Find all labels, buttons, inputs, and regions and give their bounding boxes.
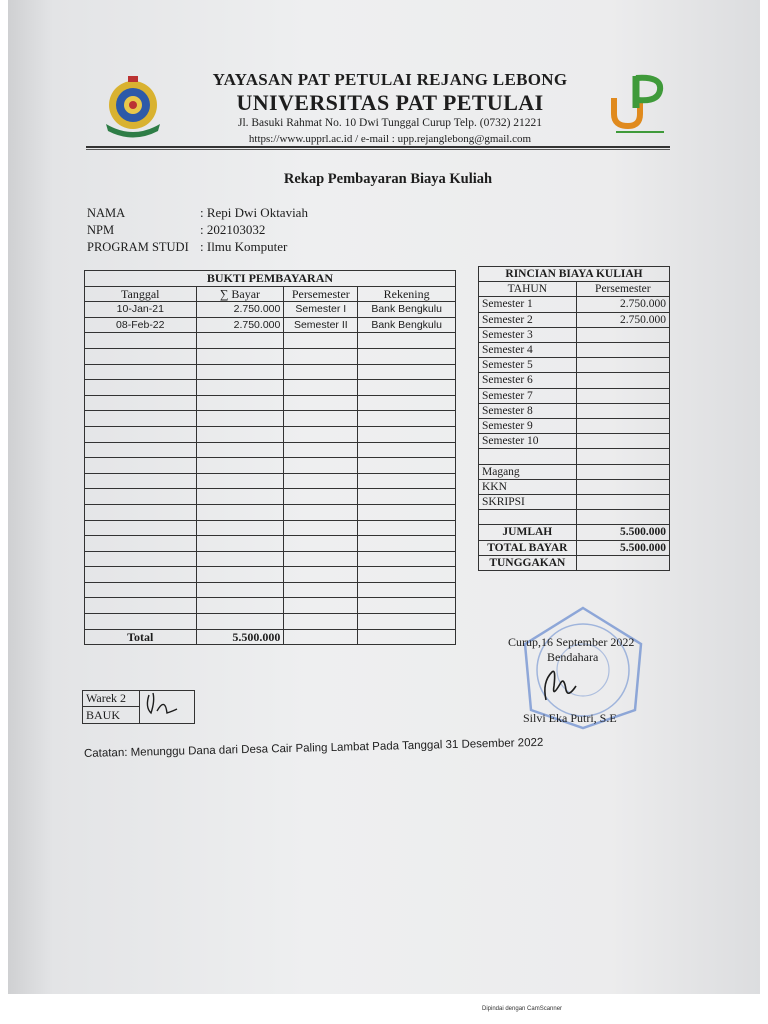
empty-cell [284, 411, 358, 427]
header-divider [86, 146, 670, 148]
empty-cell [85, 489, 197, 505]
table-row [85, 598, 456, 614]
empty-cell [358, 473, 456, 489]
empty-cell [358, 364, 456, 380]
fee-value [576, 479, 669, 494]
empty-cell [85, 426, 197, 442]
fee-row [479, 358, 670, 373]
fee-label: Semester 7 [479, 388, 577, 403]
fee-label: KKN [479, 479, 577, 494]
empty-cell [196, 520, 284, 536]
empty-cell [85, 380, 197, 396]
table-row [85, 504, 456, 520]
total-value: 5.500.000 [196, 629, 284, 645]
empty-cell [196, 348, 284, 364]
col-header-date: Tanggal [85, 286, 197, 302]
scanner-footer: Dipindai dengan CamScanner [482, 1006, 563, 1012]
payment-semester: Semester II [284, 317, 358, 333]
signature-name: Silvi Eka Putri, S.E [523, 711, 617, 725]
table-row [85, 380, 456, 396]
empty-cell [85, 614, 197, 630]
empty-cell [85, 582, 197, 598]
npm-label: NPM [87, 223, 115, 237]
fee-value [576, 388, 669, 403]
fee-label: Semester 9 [479, 419, 577, 434]
fee-row [479, 327, 670, 342]
table-row [85, 489, 456, 505]
col-header-amount: ∑ Bayar [196, 286, 284, 302]
empty-cell [85, 567, 197, 583]
total-bayar-value: 5.500.000 [576, 540, 669, 555]
university-website-email: https://www.upprl.ac.id / e-mail : upp.rejanglebong@gmail.com [248, 133, 532, 145]
payment-date: 08-Feb-22 [85, 317, 197, 333]
empty-cell [85, 411, 197, 427]
total-label: Total [85, 629, 197, 645]
empty-cell [284, 348, 358, 364]
payment-account: Bank Bengkulu [358, 317, 456, 333]
header-divider-thin [86, 149, 670, 150]
table-row [85, 333, 456, 349]
empty-cell [196, 473, 284, 489]
fee-label: Semester 8 [479, 403, 577, 418]
fee-row [479, 464, 670, 479]
empty-cell [85, 458, 197, 474]
empty-cell [196, 364, 284, 380]
tunggakan-label: TUNGGAKAN [479, 555, 577, 570]
empty-cell [284, 458, 358, 474]
signature-place-date: Curup,16 September 2022 [508, 635, 635, 649]
payment-table-title: BUKTI PEMBAYARAN [85, 271, 456, 287]
empty-cell [358, 598, 456, 614]
table-row [85, 395, 456, 411]
empty-cell [284, 333, 358, 349]
fee-label: Semester 3 [479, 327, 577, 342]
table-row [85, 458, 456, 474]
empty-cell [284, 380, 358, 396]
table-row [85, 442, 456, 458]
empty-cell [358, 426, 456, 442]
fee-value [576, 510, 669, 525]
empty-cell [196, 504, 284, 520]
fee-details-table [478, 266, 670, 571]
fee-label: Semester 4 [479, 343, 577, 358]
col-header-per-semester: Persemester [576, 282, 669, 297]
fee-value [576, 327, 669, 342]
empty-cell [85, 348, 197, 364]
empty-cell [358, 489, 456, 505]
table-row [85, 411, 456, 427]
total-row [85, 629, 456, 645]
empty-cell [358, 520, 456, 536]
empty-cell [284, 551, 358, 567]
approval-initials [140, 691, 195, 724]
tunggakan-value [576, 555, 669, 570]
fee-value [576, 464, 669, 479]
empty-cell [196, 380, 284, 396]
empty-cell [196, 458, 284, 474]
col-header-year: TAHUN [479, 282, 577, 297]
empty-cell [196, 582, 284, 598]
empty-cell [85, 598, 197, 614]
name-value: : Repi Dwi Oktaviah [200, 205, 308, 220]
table-row [85, 551, 456, 567]
fee-value [576, 434, 669, 449]
empty-cell [284, 629, 358, 645]
empty-cell [85, 395, 197, 411]
fee-row [479, 419, 670, 434]
fee-row [479, 449, 670, 464]
fee-label: Semester 2 [479, 312, 577, 327]
empty-cell [284, 489, 358, 505]
table-row [85, 426, 456, 442]
fee-label [479, 510, 577, 525]
fee-label: SKRIPSI [479, 495, 577, 510]
fee-row [479, 479, 670, 494]
table-row [85, 582, 456, 598]
empty-cell [284, 614, 358, 630]
fee-label: Semester 5 [479, 358, 577, 373]
table-row [85, 473, 456, 489]
name-label: NAMA [87, 206, 126, 220]
empty-cell [85, 364, 197, 380]
table-row [85, 536, 456, 552]
empty-cell [358, 551, 456, 567]
empty-cell [358, 614, 456, 630]
empty-cell [85, 536, 197, 552]
empty-cell [196, 551, 284, 567]
table-row [85, 567, 456, 583]
fee-value [576, 373, 669, 388]
fee-row [479, 510, 670, 525]
fee-row [479, 297, 670, 312]
university-seal-logo [100, 74, 166, 140]
table-row [85, 317, 456, 333]
empty-cell [85, 442, 197, 458]
empty-cell [284, 582, 358, 598]
upp-logo [606, 68, 672, 140]
empty-cell [85, 551, 197, 567]
empty-cell [196, 536, 284, 552]
empty-cell [284, 504, 358, 520]
payment-amount: 2.750.000 [196, 317, 284, 333]
col-header-semester: Persemester [284, 286, 358, 302]
warek-label: Warek 2 [83, 691, 140, 707]
payment-amount: 2.750.000 [196, 302, 284, 318]
empty-cell [85, 473, 197, 489]
empty-cell [196, 395, 284, 411]
fee-row [479, 403, 670, 418]
fee-row [479, 312, 670, 327]
empty-cell [284, 426, 358, 442]
foundation-name: YAYASAN PAT PETULAI REJANG LEBONG [212, 70, 568, 89]
empty-cell [196, 489, 284, 505]
fee-row [479, 388, 670, 403]
document-title: Rekap Pembayaran Biaya Kuliah [283, 171, 493, 187]
university-name: UNIVERSITAS PAT PETULAI [236, 90, 544, 115]
empty-cell [284, 520, 358, 536]
note-text: Catatan: Menunggu Dana dari Desa Cair Paling Lambat Pada Tanggal 31 Desember 2022 [83, 736, 544, 760]
empty-cell [85, 333, 197, 349]
fee-label: Magang [479, 464, 577, 479]
jumlah-value: 5.500.000 [576, 525, 669, 540]
payment-date: 10-Jan-21 [85, 302, 197, 318]
payment-semester: Semester I [284, 302, 358, 318]
program-value: : Ilmu Komputer [200, 239, 288, 254]
empty-cell [85, 520, 197, 536]
empty-cell [358, 536, 456, 552]
fee-value [576, 495, 669, 510]
col-header-account: Rekening [358, 286, 456, 302]
fee-label: Semester 6 [479, 373, 577, 388]
npm-value: : 202103032 [200, 222, 266, 237]
empty-cell [358, 333, 456, 349]
empty-cell [284, 364, 358, 380]
empty-cell [358, 380, 456, 396]
empty-cell [85, 504, 197, 520]
fee-row [479, 373, 670, 388]
empty-cell [196, 442, 284, 458]
approval-box [82, 690, 195, 724]
treasurer-signature [538, 664, 582, 706]
fee-label [479, 449, 577, 464]
empty-cell [358, 504, 456, 520]
empty-cell [284, 395, 358, 411]
payment-proof-table [84, 270, 456, 645]
initials-signature [143, 691, 191, 719]
empty-cell [358, 458, 456, 474]
table-row [85, 302, 456, 318]
fee-row [479, 434, 670, 449]
empty-cell [284, 473, 358, 489]
table-row [85, 364, 456, 380]
empty-cell [196, 567, 284, 583]
fee-label: Semester 10 [479, 434, 577, 449]
university-address: Jl. Basuki Rahmat No. 10 Dwi Tunggal Curup Telp. (0732) 21221 [237, 117, 543, 129]
empty-cell [358, 348, 456, 364]
fee-label: Semester 1 [479, 297, 577, 312]
empty-cell [358, 582, 456, 598]
empty-cell [196, 333, 284, 349]
payment-account: Bank Bengkulu [358, 302, 456, 318]
program-label: PROGRAM STUDI [87, 240, 189, 254]
empty-cell [284, 567, 358, 583]
empty-cell [196, 614, 284, 630]
empty-cell [284, 442, 358, 458]
signature-role: Bendahara [547, 650, 599, 664]
empty-cell [358, 629, 456, 645]
table-row [85, 614, 456, 630]
empty-cell [358, 411, 456, 427]
empty-cell [358, 442, 456, 458]
empty-cell [196, 411, 284, 427]
fee-row [479, 343, 670, 358]
bauk-label: BAUK [83, 707, 140, 723]
total-bayar-label: TOTAL BAYAR [479, 540, 577, 555]
fee-value [576, 403, 669, 418]
jumlah-label: JUMLAH [479, 525, 577, 540]
empty-cell [284, 536, 358, 552]
empty-cell [284, 598, 358, 614]
fee-value: 2.750.000 [576, 312, 669, 327]
empty-cell [358, 395, 456, 411]
fee-value [576, 343, 669, 358]
empty-cell [358, 567, 456, 583]
empty-cell [196, 426, 284, 442]
empty-cell [196, 598, 284, 614]
table-row [85, 348, 456, 364]
fee-row [479, 495, 670, 510]
fee-table-title: RINCIAN BIAYA KULIAH [479, 267, 670, 282]
fee-value [576, 419, 669, 434]
fee-value [576, 358, 669, 373]
table-row [85, 520, 456, 536]
fee-value [576, 449, 669, 464]
fee-value: 2.750.000 [576, 297, 669, 312]
